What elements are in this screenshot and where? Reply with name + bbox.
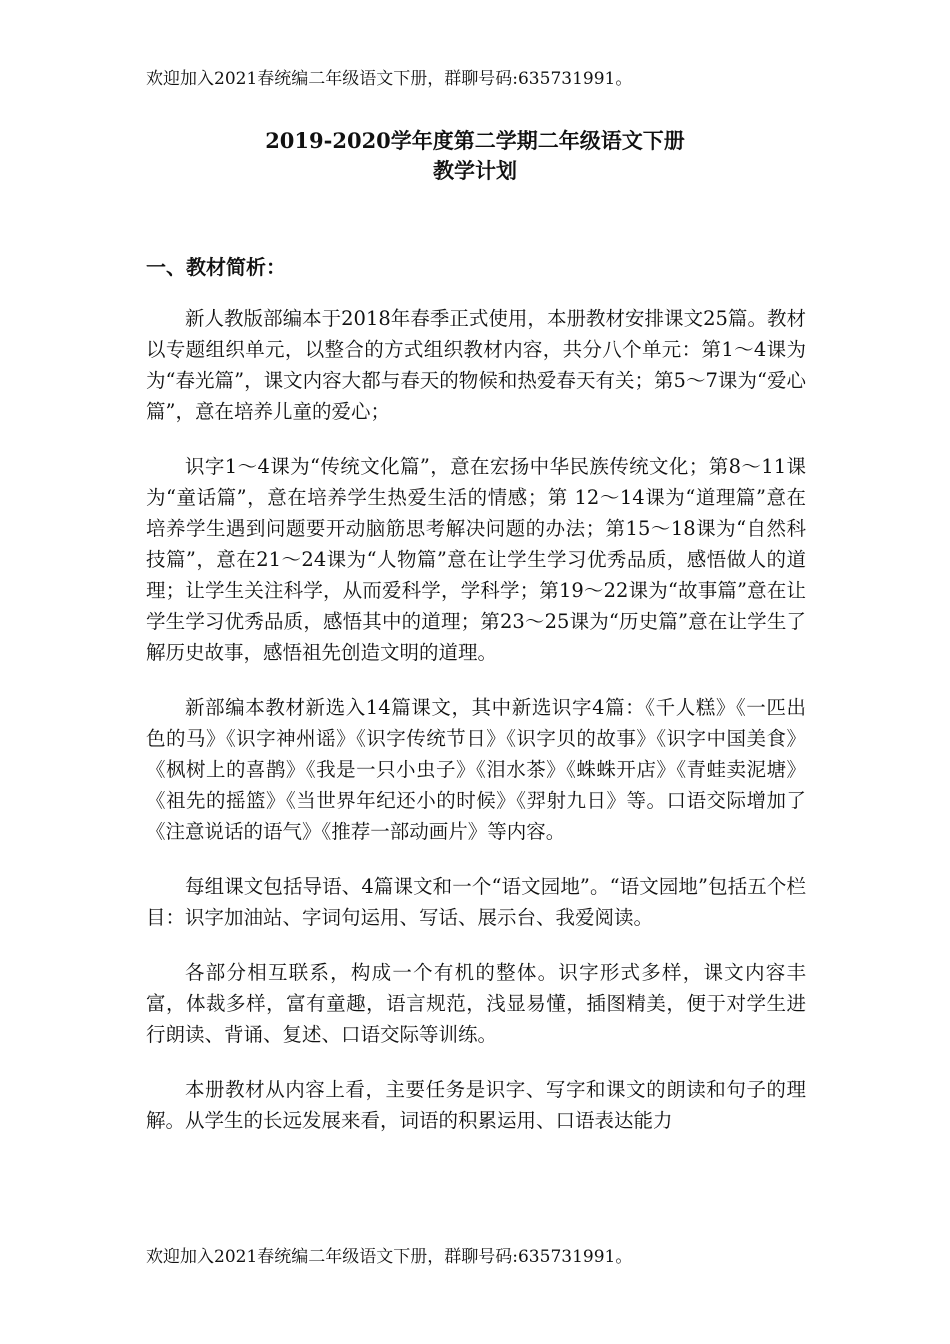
section-heading: 一、教材简析： xyxy=(146,255,286,279)
title-line-2: 教学计划 xyxy=(433,158,517,183)
body-text xyxy=(146,303,806,1160)
title-line-1: 2019-2020学年度第二学期二年级语文下册 xyxy=(265,128,685,153)
paragraph: 新人教版部编本于2018年春季正式使用，本册教材安排课文25篇。教材以专题组织单元，以整合的方式组织教材内容，共分八个单元：第1～4课为为“春光篇”，课文内容大都与春天的物候和热爱春天有关；第5～7课为“爱心篇”，意在培养儿童的爱心； xyxy=(146,307,806,423)
page-footer: 欢迎加入2021春统编二年级语文下册，群聊号码:635731991。 xyxy=(146,1247,633,1267)
paragraph: 新部编本教材新选入14篇课文，其中新选识字4篇：《千人糕》《一匹出色的马》《识字神州谣》《识字传统节日》《识字贝的故事》《识字中国美食》《枫树上的喜鹊》《我是一只小虫子》《泪水茶》《蛛蛛开店》《青蛙卖泥塘》《祖先的摇篮》《当世界年纪还小的时候》《羿射九日》等。口语交际增加了《注意说话的语气》《推荐一部动画片》等内容。 xyxy=(146,696,806,843)
paragraph: 识字1～4课为“传统文化篇”，意在宏扬中华民族传统文化；第8～11课为“童话篇”，意在培养学生热爱生活的情感；第 12～14课为“道理篇”意在培养学生遇到问题要开动脑筋思考解决问题的办法；第15～18课为“自然科技篇”，意在21～24课为“人物篇”意在让学生学习优秀品质，感悟做人的道理；让学生关注科学，从而爱科学，学科学；第19～22课为“故事篇”意在让学生学习优秀品质，感悟其中的道理；第23～25课为“历史篇”意在让学生了解历史故事，感悟祖先创造文明的道理。 xyxy=(146,455,806,664)
paragraph: 各部分相互联系，构成一个有机的整体。识字形式多样，课文内容丰富，体裁多样，富有童趣，语言规范，浅显易懂，插图精美，便于对学生进行朗读、背诵、复述、口语交际等训练。 xyxy=(146,961,806,1046)
page-header: 欢迎加入2021春统编二年级语文下册，群聊号码:635731991。 xyxy=(146,69,633,89)
paragraph: 每组课文包括导语、4篇课文和一个“语文园地”。“语文园地”包括五个栏目：识字加油站、字词句运用、写话、展示台、我爱阅读。 xyxy=(146,875,806,929)
document-title xyxy=(0,126,950,186)
paragraph: 本册教材从内容上看，主要任务是识字、写字和课文的朗读和句子的理解。从学生的长远发展来看，词语的积累运用、口语表达能力 xyxy=(146,1078,806,1132)
